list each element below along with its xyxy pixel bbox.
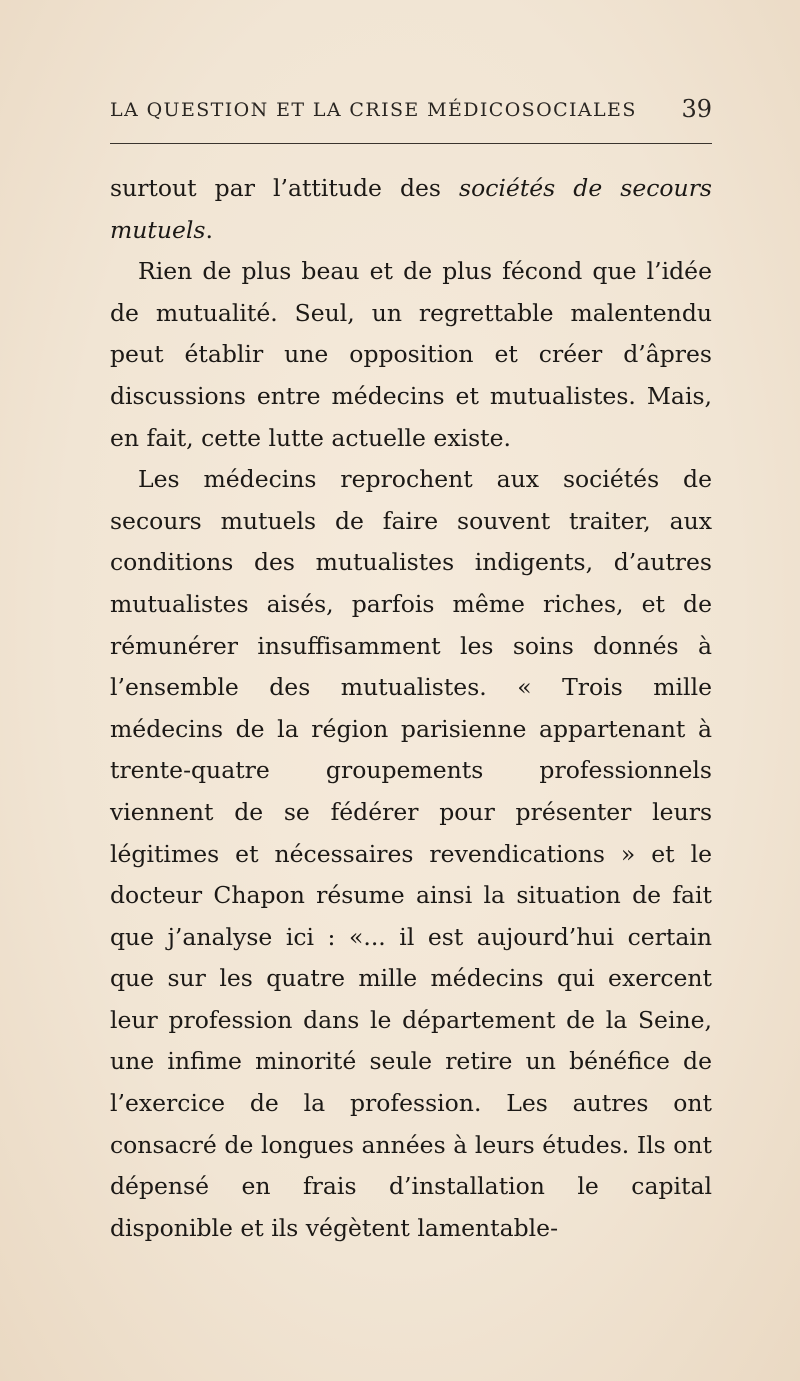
paragraph-2: Rien de plus beau et de plus fécond que l’idée de mutualité. Seul, un regrettable malentendu peut établir une opposition et créer d’âpres discussions entre médecins et mutualistes. Mais, en fait, cette lutte actuelle existe.: [110, 257, 712, 452]
page-header: [110, 95, 712, 135]
paragraph-1-end: .: [205, 215, 213, 244]
body-text: [110, 168, 712, 1249]
paragraph-1-italic: sociétés de secours mutuels: [110, 174, 712, 244]
paragraph-continued: [110, 168, 712, 251]
paragraph-3: Les médecins reprochent aux sociétés de secours mutuels de faire souvent traiter, aux conditions des mutualistes indigents, d’autres mutualistes aisés, parfois même riches, et de rémunérer insuffisamment les soins donnés à l’ensemble des mutualistes. « Trois mille médecins de la région parisienne appartenant à trente-quatre groupements professionnels viennent de se fédérer pour présenter leurs légitimes et nécessaires revendications » et le docteur Chapon résume ainsi la situation de fait que j’analyse ici : «... il est aujourd’hui certain que sur les quatre mille médecins qui exercent leur profession dans le département de la Seine, une infime minorité seule retire un bénéfice de l’exercice de la profession. Les autres ont consacré de longues années à leurs études. Ils ont dépensé en frais d’installation le capital disponible et ils végètent lamentable-: [110, 465, 712, 1242]
page-number: 39: [681, 95, 712, 123]
paragraph-1-text: surtout par l’attitude des: [110, 174, 460, 202]
header-rule: [110, 143, 712, 144]
running-head: LA QUESTION ET LA CRISE MÉDICOSOCIALES: [110, 99, 637, 121]
